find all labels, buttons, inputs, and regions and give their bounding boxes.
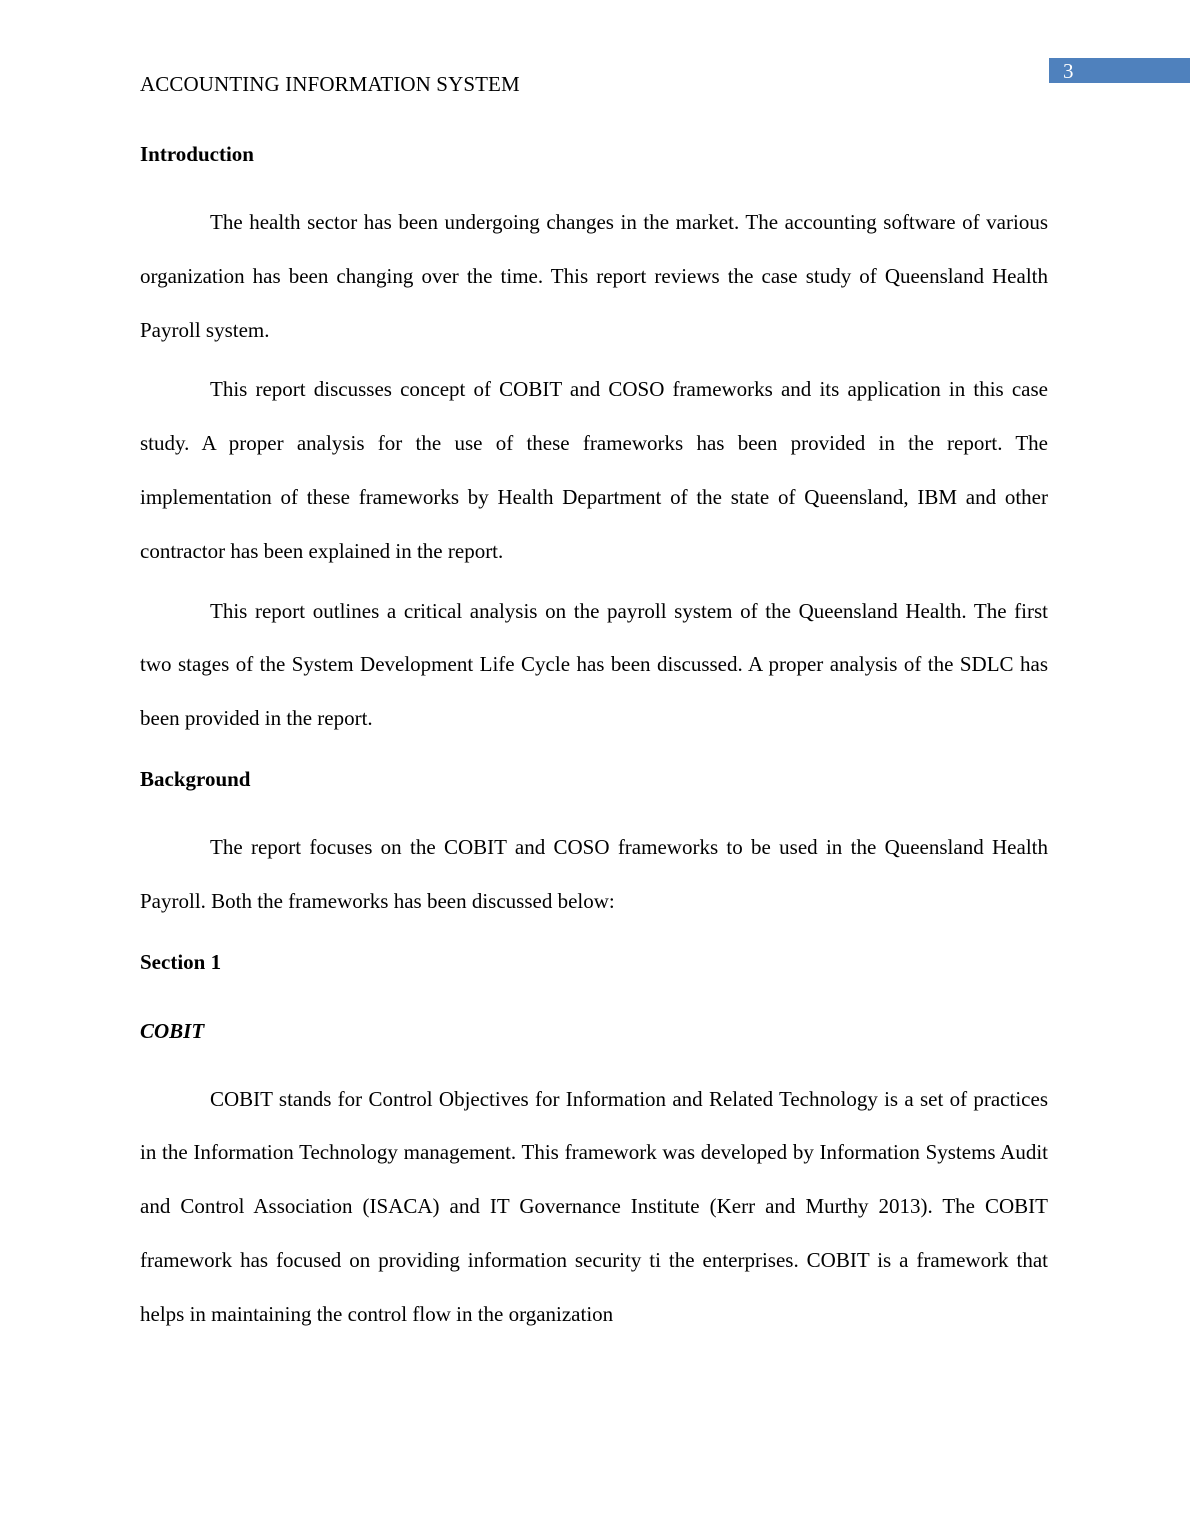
introduction-paragraph-1: The health sector has been undergoing changes in the market. The accounting software of various organization has been changing over the time. This report reviews the case study of Queensland Health Payroll system. [140, 210, 1048, 342]
page-number-bar [1049, 58, 1190, 83]
cobit-subheading: COBIT [140, 1018, 205, 1043]
section-1-heading: Section 1 [140, 949, 222, 974]
background-paragraph-1: The report focuses on the COBIT and COSO frameworks to be used in the Queensland Health Payroll. Both the frameworks has been discussed below: [140, 834, 1048, 913]
running-header: ACCOUNTING INFORMATION SYSTEM [140, 72, 520, 96]
document-body [140, 136, 1048, 1357]
background-heading: Background [140, 766, 251, 791]
introduction-paragraph-3: This report outlines a critical analysis on the payroll system of the Queensland Health. The first two stages of the System Development Life Cycle has been discussed. A proper analysis of the SDLC has been provided in the report. [140, 598, 1048, 731]
introduction-heading: Introduction [140, 142, 254, 166]
page-number: 3 [1063, 59, 1074, 83]
introduction-paragraph-2: This report discusses concept of COBIT and COSO frameworks and its application in this case study. A proper analysis for the use of these frameworks has been provided in the report. The implementation of these frameworks by Health Department of the state of Queensland, IBM and other contractor has been explained in the report. [140, 377, 1048, 563]
cobit-paragraph-1: COBIT stands for Control Objectives for Information and Related Technology is a set of practices in the Information Technology management. This framework was developed by Information Systems Audit and Control Association (ISACA) and IT Governance Institute (Kerr and Murthy 2013). The COBIT framework has focused on providing information security ti the enterprises. COBIT is a framework that helps in maintaining the control flow in the organization [140, 1086, 1048, 1326]
